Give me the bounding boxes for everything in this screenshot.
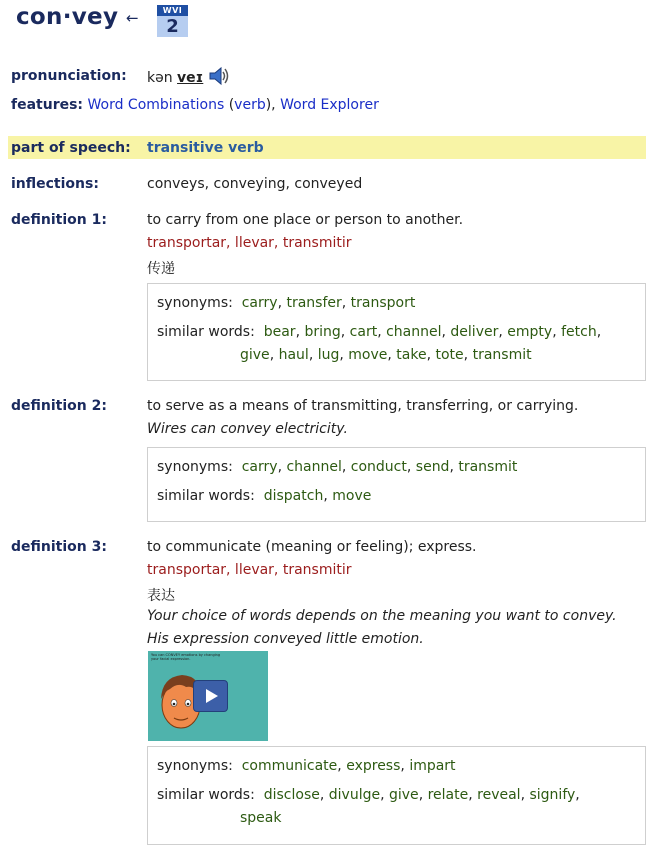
video-caption: You can CONVEY emotions by changing your facial expression. bbox=[151, 653, 221, 661]
synonyms-row: synonyms: carry, transfer, transport bbox=[157, 295, 416, 311]
part-of-speech-label: part of speech: bbox=[11, 140, 131, 156]
ipa-stress: veɪ bbox=[177, 70, 204, 86]
similar-words-label: similar words: bbox=[157, 488, 255, 504]
ipa-prefix: kən bbox=[147, 70, 178, 86]
definition-1-chinese: 传递 bbox=[147, 261, 175, 277]
play-button[interactable] bbox=[193, 680, 228, 712]
similar-word-link[interactable]: bear bbox=[263, 324, 296, 340]
play-icon bbox=[194, 681, 227, 711]
definition-2-example: Wires can convey electricity. bbox=[147, 421, 348, 437]
features-row bbox=[11, 97, 379, 113]
similar-words-row: similar words: dispatch, move bbox=[157, 488, 372, 504]
definition-3-text: to communicate (meaning or feeling); express. bbox=[147, 539, 477, 555]
part-of-speech-value: transitive verb bbox=[147, 140, 264, 156]
synonyms-label: synonyms: bbox=[157, 459, 233, 475]
definition-3-synonym-box bbox=[147, 746, 646, 845]
synonyms-label: synonyms: bbox=[157, 758, 233, 774]
word-explorer-link[interactable]: Word Explorer bbox=[280, 97, 379, 113]
similar-words-row: similar words: bear, bring, cart, channel, deliver, empty, fetch, bbox=[157, 324, 602, 340]
wvi-level: 2 bbox=[157, 16, 188, 37]
synonym-link[interactable]: carry bbox=[241, 295, 278, 311]
definition-1-text: to carry from one place or person to another. bbox=[147, 212, 464, 228]
similar-word-link[interactable]: disclose bbox=[263, 787, 320, 803]
similar-word-link[interactable]: channel bbox=[386, 324, 442, 340]
similar-word-link[interactable]: tote bbox=[435, 347, 464, 363]
features-paren-open: ( bbox=[224, 97, 235, 113]
similar-words-row-2: give, haul, lug, move, take, tote, transmit bbox=[240, 347, 532, 363]
synonym-link[interactable]: transport bbox=[350, 295, 416, 311]
definition-2-text: to serve as a means of transmitting, transferring, or carrying. bbox=[147, 398, 579, 414]
definition-1-synonym-box bbox=[147, 283, 646, 381]
inflections-value: conveys, conveying, conveyed bbox=[147, 176, 363, 192]
synonym-link[interactable]: channel bbox=[286, 459, 342, 475]
similar-word-link[interactable]: transmit bbox=[472, 347, 532, 363]
definition-2-label: definition 2: bbox=[11, 398, 107, 414]
wvi-label: WVI bbox=[157, 5, 188, 16]
similar-words-label: similar words: bbox=[157, 324, 255, 340]
similar-word-link[interactable]: haul bbox=[278, 347, 309, 363]
synonym-link[interactable]: send bbox=[415, 459, 450, 475]
similar-word-link[interactable]: deliver bbox=[450, 324, 499, 340]
similar-word-link[interactable]: relate bbox=[427, 787, 469, 803]
synonyms-row: synonyms: communicate, express, impart bbox=[157, 758, 456, 774]
similar-word-link[interactable]: give bbox=[240, 347, 270, 363]
definition-2-synonym-box bbox=[147, 447, 646, 522]
synonym-link[interactable]: conduct bbox=[350, 459, 407, 475]
pronunciation-value bbox=[147, 66, 232, 90]
similar-words-label: similar words: bbox=[157, 787, 255, 803]
similar-word-link[interactable]: fetch bbox=[561, 324, 597, 340]
definition-3-label: definition 3: bbox=[11, 539, 107, 555]
similar-words-row: similar words: disclose, divulge, give, relate, reveal, signify, bbox=[157, 787, 580, 803]
definition-3-chinese: 表达 bbox=[147, 588, 175, 604]
synonyms-label: synonyms: bbox=[157, 295, 233, 311]
features-paren-close: ), bbox=[265, 97, 281, 113]
definition-1-spanish: transportar, llevar, transmitir bbox=[147, 235, 352, 251]
synonyms-row: synonyms: carry, channel, conduct, send, transmit bbox=[157, 459, 518, 475]
similar-word-link[interactable]: empty bbox=[507, 324, 553, 340]
similar-word-link[interactable]: dispatch bbox=[263, 488, 324, 504]
similar-word-link[interactable]: take bbox=[396, 347, 427, 363]
synonym-link[interactable]: transfer bbox=[286, 295, 342, 311]
similar-word-link[interactable]: give bbox=[389, 787, 419, 803]
definition-3-example-2: His expression conveyed little emotion. bbox=[147, 631, 424, 647]
similar-word-link[interactable]: signify bbox=[529, 787, 576, 803]
word-combinations-link[interactable]: Word Combinations bbox=[87, 97, 225, 113]
similar-word-link[interactable]: bring bbox=[304, 324, 341, 340]
synonym-link[interactable]: impart bbox=[409, 758, 456, 774]
video-thumbnail[interactable] bbox=[148, 651, 268, 741]
pronunciation-label: pronunciation: bbox=[11, 68, 127, 84]
similar-word-link[interactable]: divulge bbox=[328, 787, 381, 803]
definition-3-example-1: Your choice of words depends on the meaning you want to convey. bbox=[147, 608, 617, 624]
similar-word-link[interactable]: speak bbox=[240, 810, 282, 826]
definition-1-label: definition 1: bbox=[11, 212, 107, 228]
verb-link[interactable]: verb bbox=[234, 97, 266, 113]
similar-word-link[interactable]: move bbox=[348, 347, 388, 363]
features-label: features: bbox=[11, 97, 84, 113]
definition-3-spanish: transportar, llevar, transmitir bbox=[147, 562, 352, 578]
similar-word-link[interactable]: move bbox=[332, 488, 372, 504]
synonym-link[interactable]: express bbox=[346, 758, 401, 774]
synonym-link[interactable]: carry bbox=[241, 459, 278, 475]
similar-word-link[interactable]: lug bbox=[317, 347, 340, 363]
back-arrow-icon[interactable]: ← bbox=[126, 9, 139, 27]
inflections-label: inflections: bbox=[11, 176, 99, 192]
speaker-icon[interactable] bbox=[208, 66, 232, 90]
synonym-link[interactable]: communicate bbox=[241, 758, 338, 774]
similar-word-link[interactable]: cart bbox=[349, 324, 378, 340]
synonym-link[interactable]: transmit bbox=[458, 459, 518, 475]
wvi-badge[interactable] bbox=[157, 5, 188, 37]
similar-words-row-2 bbox=[240, 810, 281, 826]
headword: con·vey bbox=[16, 4, 119, 30]
similar-word-link[interactable]: reveal bbox=[477, 787, 521, 803]
